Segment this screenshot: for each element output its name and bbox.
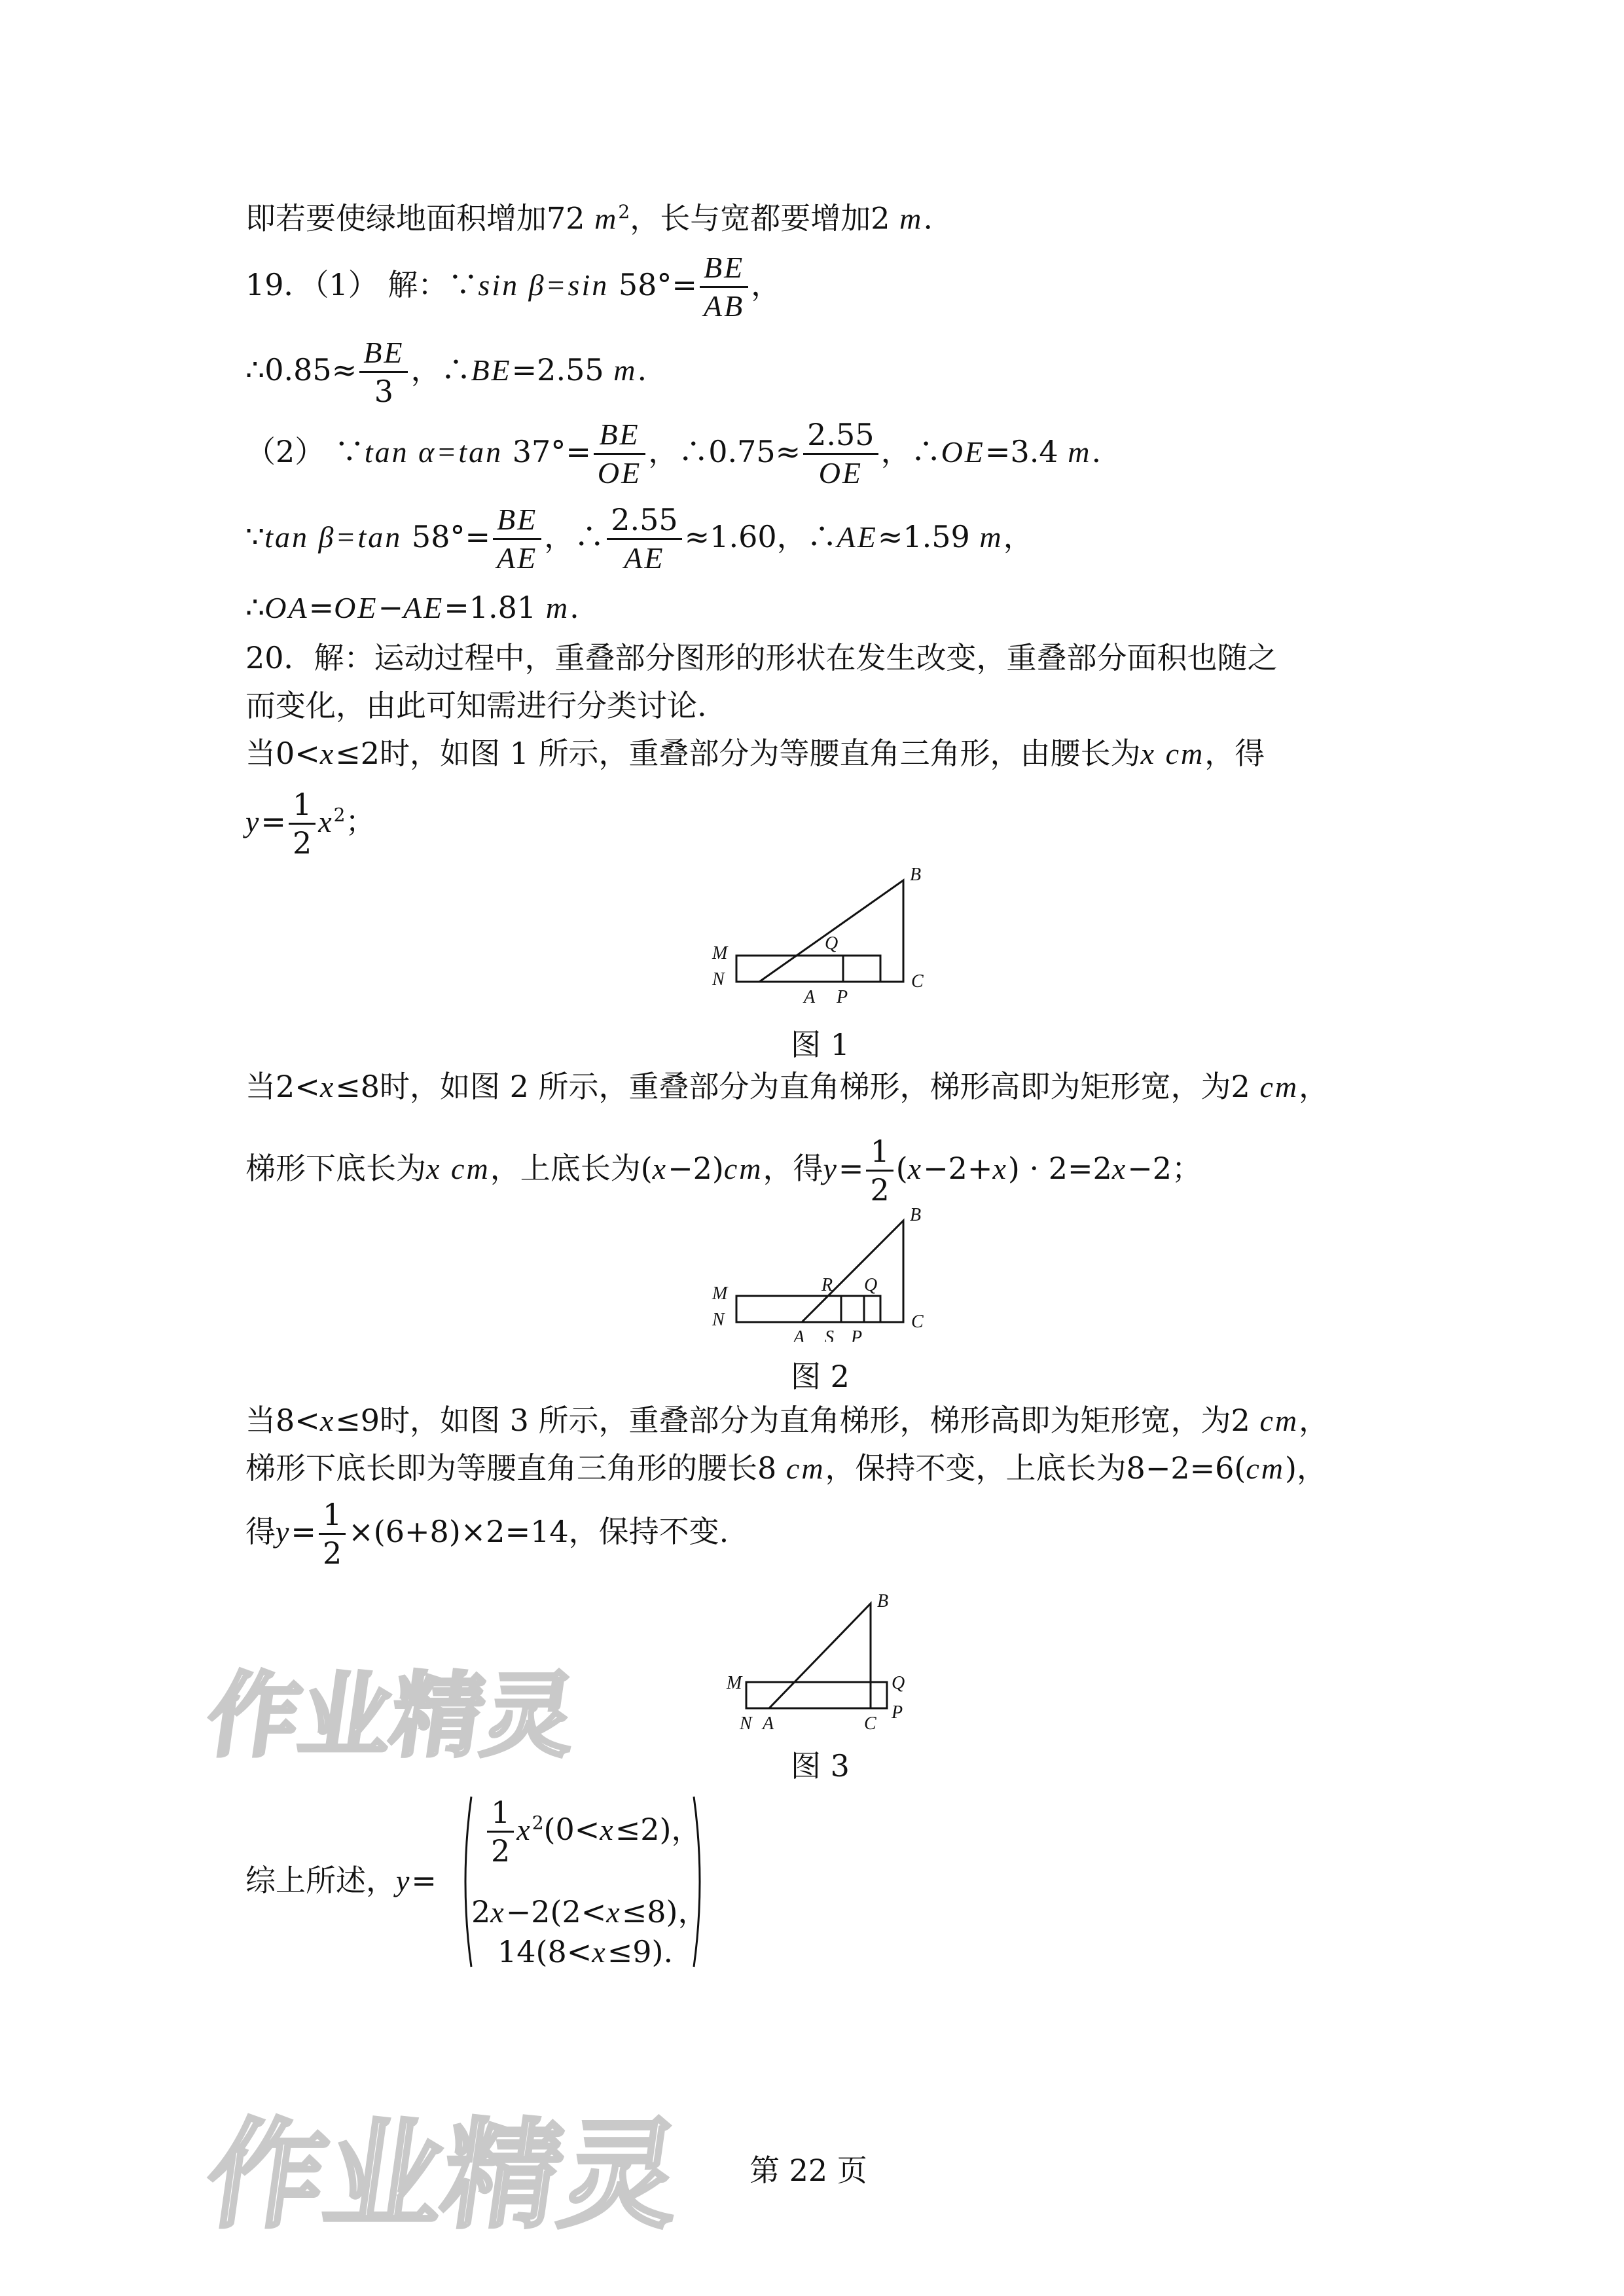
q19-part2-line: （2） ∵tan α=tan 37°= $\frac{BE}{OE}$ ，∴0.75≈ $\frac{2.55}{OE}$ ，∴OE=3.4 m.	[245, 417, 1102, 490]
label-a: A	[804, 987, 816, 1007]
label-q: Q	[825, 933, 839, 954]
fraction-255-oe: $\frac{2.55}{OE}$	[803, 419, 878, 490]
label-c: C	[911, 971, 924, 992]
piecewise-case-1: $\frac{1}{2}$ $x^2(0<x\le 2)$，	[484, 1797, 701, 1867]
label-b: B	[910, 865, 922, 885]
label-q: Q	[864, 1275, 878, 1295]
q20-case1-line: 当0<x≤2时，如图 1 所示，重叠部分为等腰直角三角形，由腰长为x cm，得	[245, 736, 1265, 771]
fraction-half-3: $\frac{1}{2}$	[319, 1499, 346, 1570]
q19-tan-line: ∵tan β=tan 58°= $\frac{BE}{AE}$ ，∴ $\frac{2.55}{AE}$ ≈1.60，∴AE≈1.59 m，	[245, 502, 1034, 575]
triangle-abc	[802, 1221, 903, 1322]
fraction-be-ae: $\frac{BE}{AE}$	[493, 504, 541, 575]
piecewise-case-3: 14(8<x≤9).	[497, 1934, 674, 1969]
label-p: P	[851, 1327, 863, 1342]
q20-case2-formula: 梯形下底长为x cm，上底长为(x−2)cm，得y= $\frac{1}{2}$ (x−2+x) · 2=2x−2；	[245, 1134, 1202, 1208]
label-a: A	[793, 1327, 805, 1342]
fraction-half: $\frac{1}{2}$	[289, 789, 316, 859]
label-c: C	[911, 1312, 924, 1332]
rectangle-mnpq	[736, 1296, 880, 1322]
label-m: M	[727, 1673, 742, 1693]
label-p: P	[892, 1702, 903, 1723]
q19-part1-line: 19．（1） 解：∵sin β=sin 58°= $\frac{BE}{AB}$ ，	[245, 251, 782, 323]
q20-intro-line2: 而变化，由此可知需进行分类讨论.	[245, 688, 707, 723]
triangle-abc	[759, 880, 903, 982]
label-s: S	[825, 1327, 834, 1342]
label-q: Q	[892, 1673, 905, 1693]
q20-intro-line1: 20．解：运动过程中，重叠部分图形的形状在发生改变，重叠部分面积也随之	[245, 640, 1278, 675]
fraction-255-ae: $\frac{2.55}{AE}$	[607, 504, 681, 575]
q20-case1-formula: y= $\frac{1}{2}$ $x^2$；	[245, 787, 376, 861]
label-r: R	[821, 1275, 833, 1295]
label-c: C	[864, 1713, 876, 1734]
label-a: A	[763, 1713, 774, 1734]
fraction-be-oe: $\frac{BE}{OE}$	[594, 419, 645, 490]
label-p: P	[837, 987, 848, 1007]
label-n: N	[740, 1713, 752, 1734]
q20-case3-line: 当8<x≤9时，如图 3 所示，重叠部分为直角梯形，梯形高即为矩形宽，为2 cm，	[245, 1403, 1329, 1438]
figure-1-caption: 图 1	[791, 1027, 850, 1062]
watermark-bottom: 作业精灵	[198, 2108, 689, 2244]
piecewise-case-2: 2x−2(2<x≤8)，	[471, 1894, 708, 1929]
fraction-be-ab: $\frac{BE}{AB}$	[700, 252, 748, 323]
q19-oa-line: ∴OA=OE−AE=1.81 m.	[245, 590, 579, 625]
rectangle-mnpq	[736, 956, 880, 982]
label-n: N	[712, 1310, 725, 1330]
q19-be-line: ∴0.85≈ $\frac{BE}{3}$ ，∴BE=2.55 m.	[245, 336, 647, 410]
q20-case3-line2: 梯形下底长即为等腰直角三角形的腰长8 cm，保持不变，上底长为8−2=6(cm)，	[245, 1450, 1327, 1486]
figure-2	[694, 1198, 943, 1344]
label-m: M	[712, 943, 728, 963]
figure-3-caption: 图 3	[791, 1748, 850, 1784]
page-number: 第 22 页	[749, 2153, 867, 2188]
label-n: N	[712, 969, 725, 990]
figure-2-caption: 图 2	[791, 1359, 850, 1394]
triangle-abc	[769, 1604, 871, 1708]
fraction-half-4: $\frac{1}{2}$	[487, 1797, 514, 1867]
rectangle-mnpq	[746, 1682, 887, 1708]
fraction-half-2: $\frac{1}{2}$	[866, 1136, 893, 1206]
text-line-green-area: 即若要使绿地面积增加72 $m^2$，长与宽都要增加2 m.	[245, 200, 933, 236]
label-b: B	[910, 1205, 922, 1225]
q20-case3-formula: 得y= $\frac{1}{2}$ ×(6+8)×2=14，保持不变.	[245, 1497, 729, 1571]
watermark-mid: 作业精灵	[200, 1663, 583, 1770]
summary-label: 综上所述，y=	[245, 1863, 437, 1898]
figure-3	[713, 1584, 923, 1744]
label-m: M	[712, 1283, 728, 1304]
figure-1	[694, 851, 943, 1011]
label-b: B	[877, 1591, 889, 1611]
q20-case2-line: 当2<x≤8时，如图 2 所示，重叠部分为直角梯形，梯形高即为矩形宽，为2 cm，	[245, 1069, 1329, 1104]
fraction-be-3: $\frac{BE}{3}$	[359, 337, 408, 408]
